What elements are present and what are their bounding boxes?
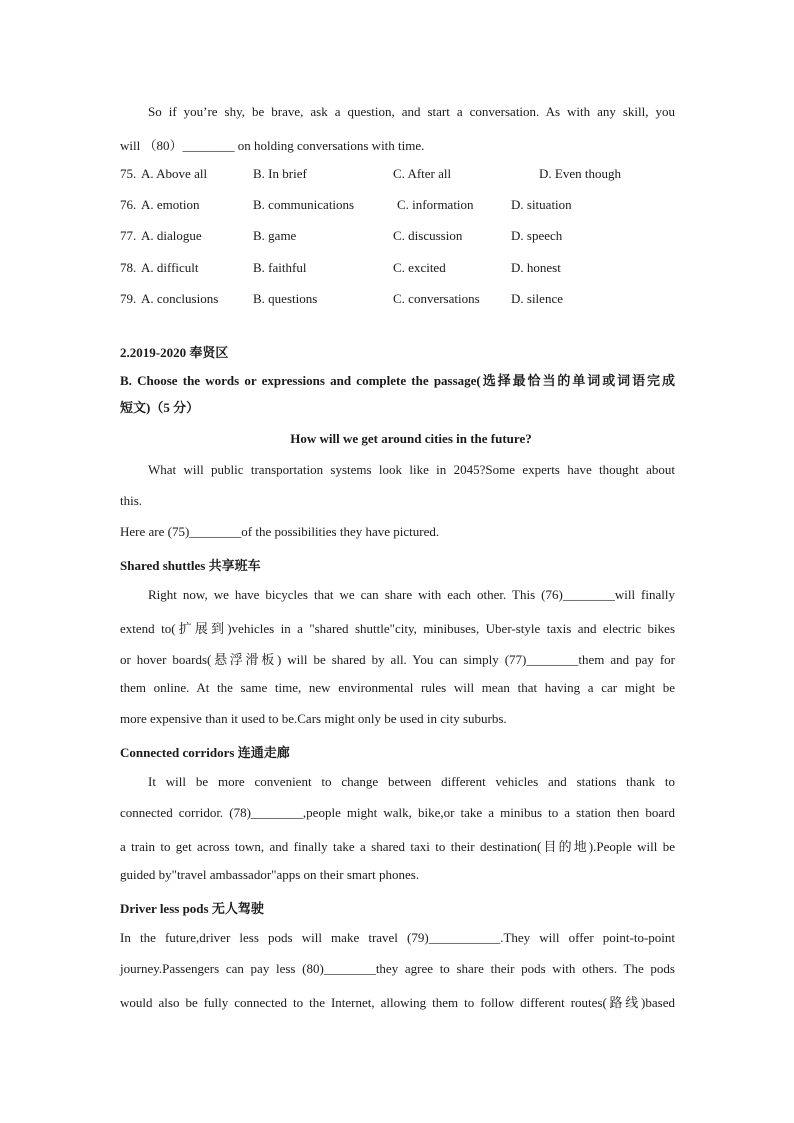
passage-line: would also be fully connected to the Internet, allowing them to follow different routes(路线)based xyxy=(120,995,675,1010)
option-a: A. dialogue xyxy=(141,228,202,243)
passage-line: connected corridor. (78)________,people might walk, bike,or take a minibus to a station then board xyxy=(120,805,675,820)
subsection-heading: Connected corridors 连通走廊 xyxy=(120,745,290,760)
option-b: B. game xyxy=(253,228,297,243)
question-number: 76. xyxy=(120,197,137,212)
option-d: D. honest xyxy=(511,260,561,275)
option-d: D. situation xyxy=(511,197,572,212)
question-options-77 xyxy=(120,228,680,246)
option-b: B. questions xyxy=(253,291,318,306)
passage-line: It will be more convenient to change between different vehicles and stations thank to xyxy=(148,774,675,789)
passage-title: How will we get around cities in the future? xyxy=(290,431,532,446)
section-instruction: 短文)（5 分） xyxy=(120,400,200,415)
section-instruction: B. Choose the words or expressions and complete the passage(选择最恰当的单词或词语完成 xyxy=(120,373,675,388)
question-options-79 xyxy=(120,291,680,309)
subsection-heading: Shared shuttles 共享班车 xyxy=(120,558,261,573)
option-a: A. conclusions xyxy=(141,291,219,306)
question-options-78 xyxy=(120,260,680,278)
question-options-75 xyxy=(120,166,680,184)
passage-line: will （80）________ on holding conversations with time. xyxy=(120,138,425,153)
option-c: C. discussion xyxy=(393,228,463,243)
option-c: C. excited xyxy=(393,260,446,275)
option-a: A. Above all xyxy=(141,166,208,181)
option-b: B. faithful xyxy=(253,260,307,275)
passage-line: or hover boards(悬浮滑板) will be shared by all. You can simply (77)________them and pay for xyxy=(120,652,675,667)
option-c: C. After all xyxy=(393,166,452,181)
question-number: 78. xyxy=(120,260,137,275)
passage-line: What will public transportation systems look like in 2045?Some experts have thought about xyxy=(148,462,675,477)
passage-line: journey.Passengers can pay less (80)________they agree to share their pods with others. The pods xyxy=(120,961,675,976)
question-number: 79. xyxy=(120,291,137,306)
passage-line: a train to get across town, and finally take a shared taxi to their destination(目的地).People will be xyxy=(120,839,675,854)
passage-line: So if you’re shy, be brave, ask a question, and start a conversation. As with any skill, you xyxy=(148,104,675,119)
option-d: D. speech xyxy=(511,228,563,243)
passage-line: more expensive than it used to be.Cars might only be used in city suburbs. xyxy=(120,711,507,726)
option-d: D. Even though xyxy=(539,166,621,181)
question-number: 75. xyxy=(120,166,137,181)
option-a: A. difficult xyxy=(141,260,199,275)
option-c: C. conversations xyxy=(393,291,480,306)
option-b: B. communications xyxy=(253,197,355,212)
passage-line: In the future,driver less pods will make travel (79)___________.They will offer point-to-point xyxy=(120,930,675,945)
option-d: D. silence xyxy=(511,291,563,306)
option-c: C. information xyxy=(397,197,474,212)
option-b: B. In brief xyxy=(253,166,307,181)
passage-line: Right now, we have bicycles that we can share with each other. This (76)________will finally xyxy=(148,587,675,602)
subsection-heading: Driver less pods 无人驾驶 xyxy=(120,901,264,916)
passage-line: this. xyxy=(120,493,143,508)
option-a: A. emotion xyxy=(141,197,200,212)
section-heading: 2.2019-2020 奉贤区 xyxy=(120,345,229,360)
passage-line: guided by"travel ambassador"apps on their smart phones. xyxy=(120,867,420,882)
passage-line: them online. At the same time, new environmental rules will mean that having a car might be xyxy=(120,680,675,695)
question-options-76 xyxy=(120,197,680,215)
passage-line: extend to(扩展到)vehicles in a "shared shuttle"city, minibuses, Uber-style taxis and electric bikes xyxy=(120,621,675,636)
question-number: 77. xyxy=(120,228,137,243)
passage-line: Here are (75)________of the possibilities they have pictured. xyxy=(120,524,440,539)
